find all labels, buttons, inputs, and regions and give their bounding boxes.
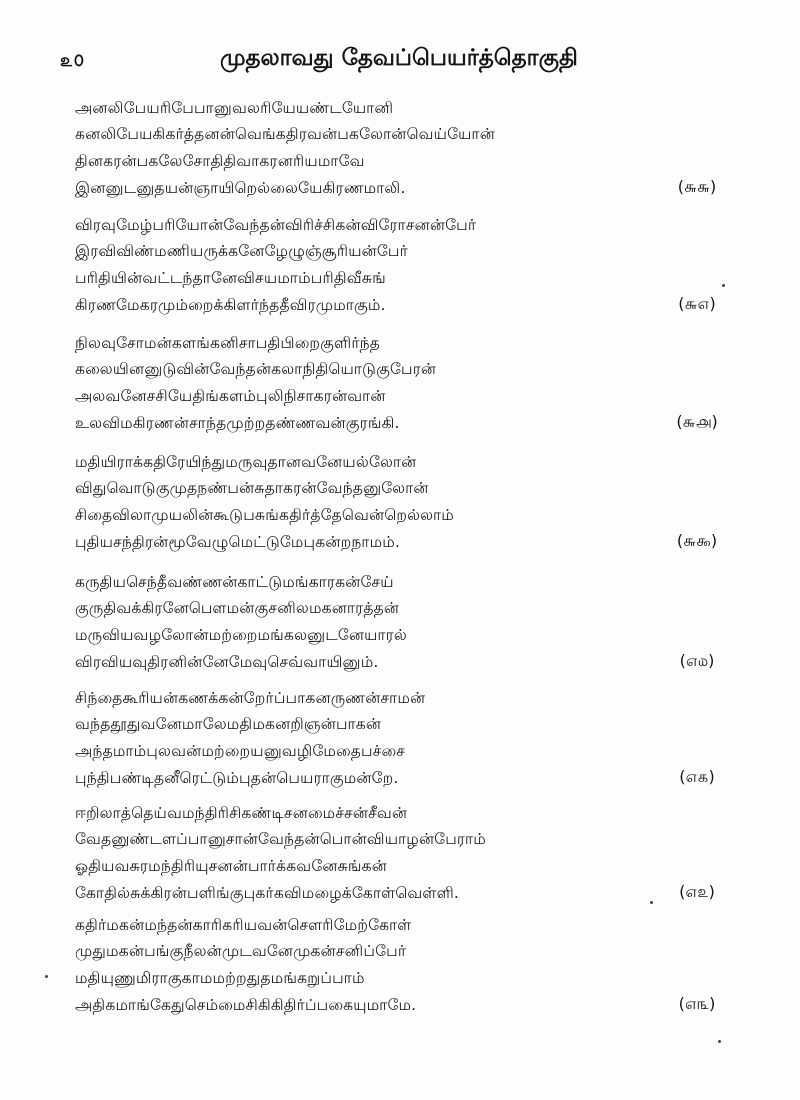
verse [0,572,800,684]
verse-line: பரிதியின்வட்டந்தானேவிசயமாம்பரிதிவீசுங் [75,269,386,287]
verse-line: கதிர்மகன்மந்தன்காரிகரியவன்சௌரிமேற்கோள் [75,916,412,934]
verse-number: (௭௧) [679,767,715,786]
verse-number: (௭௰) [679,651,715,670]
verse-line: கனலிபேயகிகர்த்தனன்வெங்கதிரவன்பகலோன்வெய்யோன் [75,125,495,143]
verse-line: அந்தமாம்புலவன்மற்றையனுவழிமேதைபச்சை [75,742,405,760]
verse-number: (௬௮) [676,412,718,431]
verse-line: இனனுடனுதயன்ஞாயிறெல்லையேகிரணமாலி. [75,179,406,197]
verse [0,333,800,445]
verse-line: அனலிபேயரிபேபானுவலரியேயண்டயோனி [75,99,394,117]
verse [0,98,800,210]
ink-speck [722,284,725,287]
verse-line: ஈறிலாத்தெய்வமந்திரிசிகண்டிசனமைச்சன்சீவன் [75,804,408,822]
verse-line: மதியுணுமிராகுகாமமற்றதுதமங்கறுப்பாம் [75,969,365,987]
verse-line: அலவனேசசியேதிங்களம்புலிநிசாகரன்வான் [75,387,386,405]
verse-line: நிலவுசோமன்களங்கனிசாபதிபிறைகுளிர்ந்த [75,334,381,352]
verse-line: வந்ததூதுவனேமாலேமதிமகனறிஞன்பாகன் [75,715,382,733]
verse-line: குருதிவக்கிரனேபௌமன்குசனிலமகனாரத்தன் [75,599,400,617]
verse-number: (௬௭) [678,294,716,313]
verse-line: விரவுமேழ்பரியோன்வேந்தன்விரிச்சிகன்விரோசனன்பேர் [75,216,477,234]
verse-line: முதுமகன்பங்குநீலன்முடவனேமுகன்சனிப்பேர் [75,942,407,960]
verse-line: புதியசந்திரன்மூவேழுமெட்டுமேபுகன்றநாமம். [75,533,401,551]
verse-line: சிதைவிலாமுயலின்கூடுபசுங்கதிர்த்தேவென்றெல்லாம் [75,506,454,524]
verse-line: கிரணமேகரமும்றைக்கிளர்ந்ததீவிரமுமாகும். [75,296,386,314]
verse-line: உலவிமகிரணன்சாந்தமுற்றதண்ணவன்குரங்கி. [75,414,400,432]
verse-line: இரவிவிண்மணியருக்கனேழேழுஞ்சூரியன்பேர் [75,242,408,260]
verse-line: மதியிராக்கதிரேயிந்துமருவுதானவனேயல்லோன் [75,453,417,471]
verse-line: வேதனுண்டளப்பானுசான்வேந்தன்பொன்வியாழன்பேராம் [75,830,486,848]
verse [0,452,800,564]
verse-line: அதிகமாங்கேதுசெம்மைசிகிகிதிர்ப்பகையுமாமே. [75,996,417,1014]
verse-line: விதுவொடுகுமுதநண்பன்சுதாகரன்வேந்தனுலோன் [75,479,429,497]
verse-line: கருதியசெந்தீவண்ணன்காட்டுமங்காரகன்சேய் [75,573,394,591]
verse-line: புந்திபண்டிதனீரெட்டும்புதன்பெயராகுமன்றே. [75,769,399,787]
verse-line: மருவியவழலோன்மற்றைமங்கலனுடனேயாரல் [75,626,407,644]
verse [0,215,800,327]
verse-line: கோதில்சுக்கிரன்பளிங்குபுகர்கவிமழைக்கோள்வெள்ளி. [75,884,460,902]
verse [0,915,800,1027]
verse-line: கலையினனுடுவின்வேந்தன்கலாநிதியொடுகுபேரன் [75,360,437,378]
verse-number: (௭௩) [678,994,716,1013]
ink-speck [45,975,48,978]
verse-number: (௬௯) [676,531,718,550]
ink-speck [650,901,653,904]
verse [0,688,800,800]
ink-speck [718,1040,721,1043]
running-title: முதலாவது தேவப்பெயர்த்தொகுதி [220,45,578,71]
verse-number: (௬௬) [677,177,717,196]
verse-line: சிந்தைகூரியன்கணக்கன்றேர்ப்பாகனருணன்சாமன் [75,689,426,707]
verse [0,803,800,915]
verse-number: (௭௨) [679,882,715,901]
page-number: ௨௦ [60,50,86,71]
verse-line: விரவியவுதிரனின்னேமேவுசெவ்வாயினும். [75,653,379,671]
verse-line: ஓதியவசுரமந்திரியுசனன்பார்க்கவனேசுங்கன் [75,857,388,875]
verse-line: தினகரன்பகலேசோதிதிவாகரனரியமாவே [75,152,365,170]
